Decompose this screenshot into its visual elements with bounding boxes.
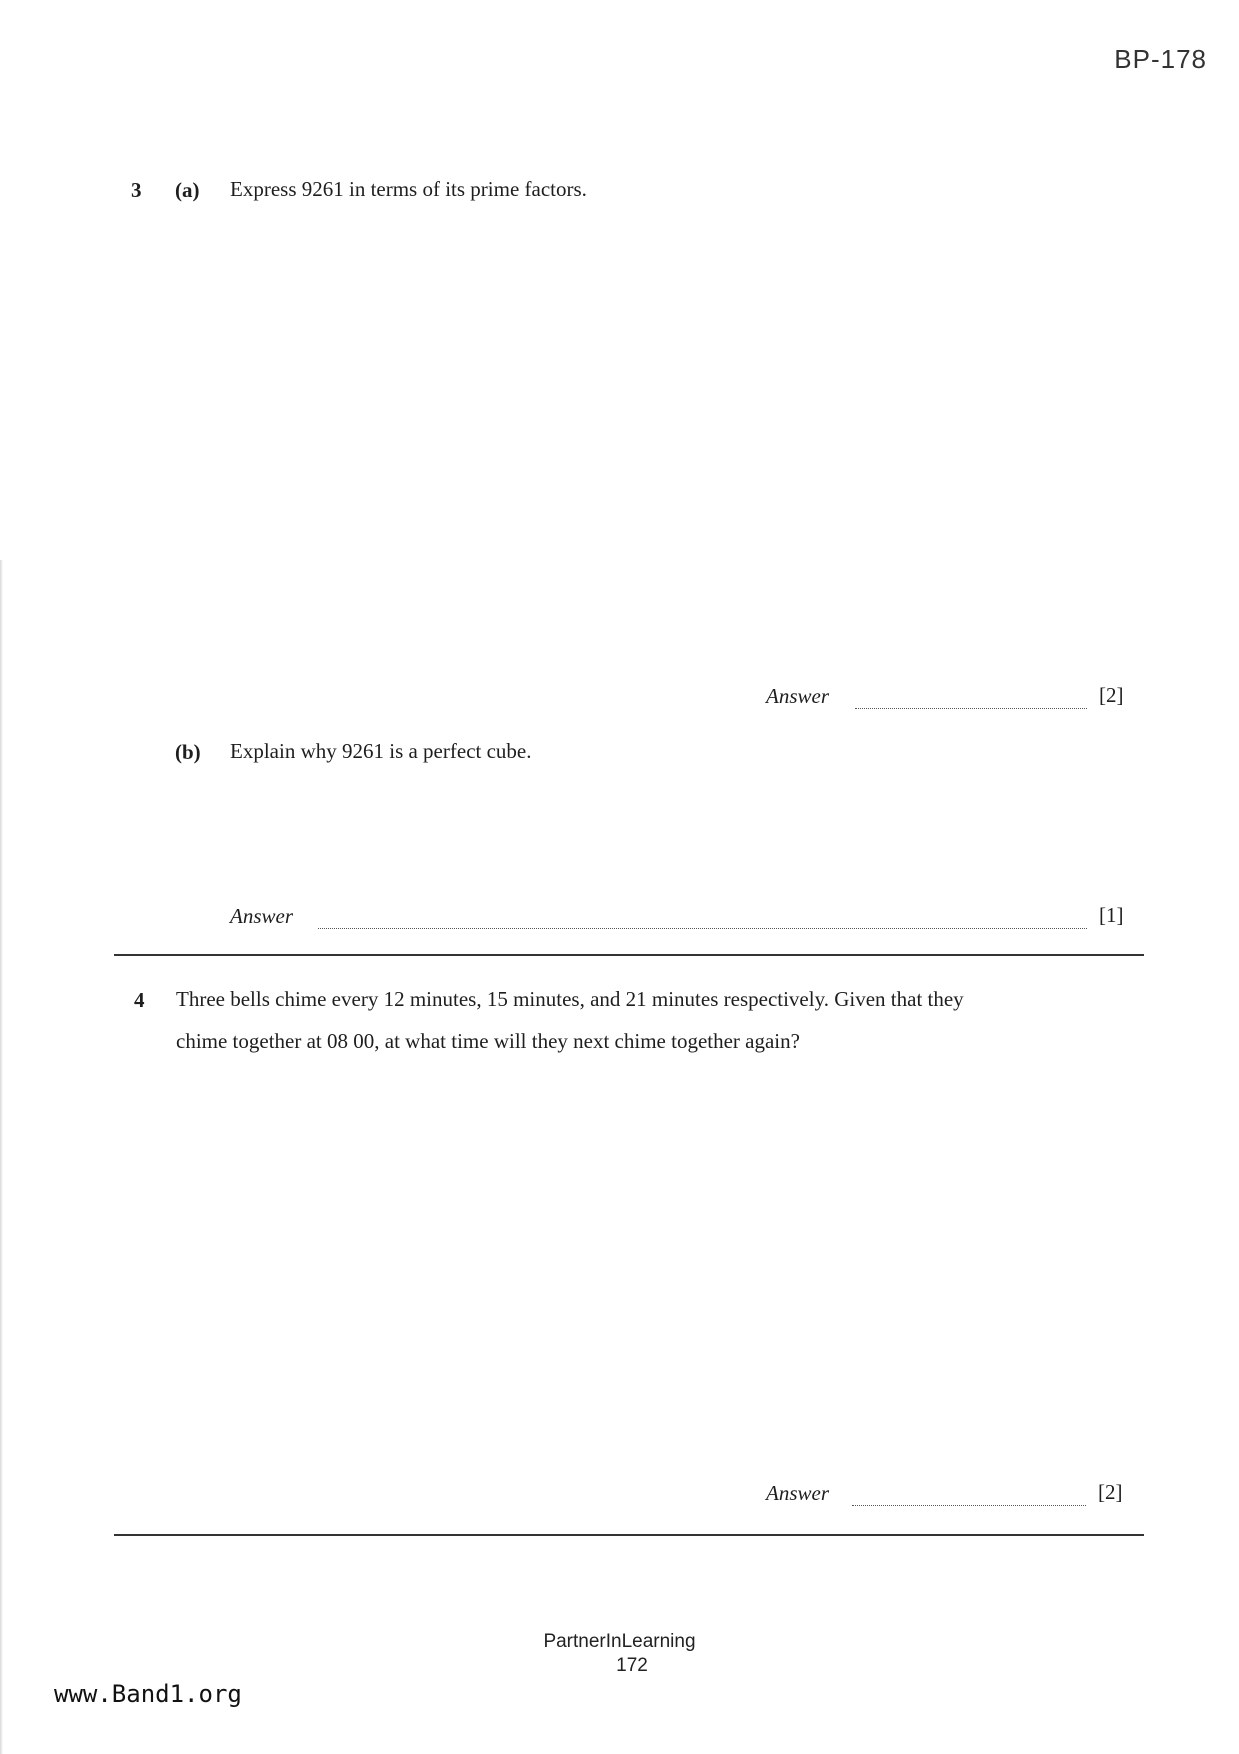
section-divider-1 [114,954,1144,956]
question-3-number: 3 [131,178,142,202]
question-3b-answer-label: Answer [230,904,293,928]
question-3a-marks: [2] [1099,683,1124,707]
question-4-answer-label: Answer [766,1481,829,1505]
question-4-text-line2: chime together at 08 00, at what time will they next chime together again? [176,1029,800,1053]
question-3b-text: Explain why 9261 is a perfect cube. [230,739,532,763]
question-3a-label: (a) [175,178,200,202]
question-4-text-line1: Three bells chime every 12 minutes, 15 minutes, and 21 minutes respectively. Given that they [176,987,964,1011]
question-4-number: 4 [134,988,145,1012]
page-code: BP-178 [1114,44,1207,74]
question-3b-marks: [1] [1099,903,1124,927]
question-4-marks: [2] [1098,1480,1123,1504]
footer-brand: PartnerInLearning [543,1631,696,1652]
scan-edge-shadow [0,560,3,1754]
question-3a-answer-line[interactable] [855,708,1087,709]
watermark-url: www.Band1.org [54,1680,242,1708]
question-3a-text: Express 9261 in terms of its prime factors. [230,177,587,201]
question-4-answer-line[interactable] [852,1505,1086,1506]
question-3b-answer-line[interactable] [318,928,1087,929]
question-3a-answer-label: Answer [766,684,829,708]
question-3b-label: (b) [175,740,201,764]
footer-page-number: 172 [616,1655,648,1676]
section-divider-2 [114,1534,1144,1536]
